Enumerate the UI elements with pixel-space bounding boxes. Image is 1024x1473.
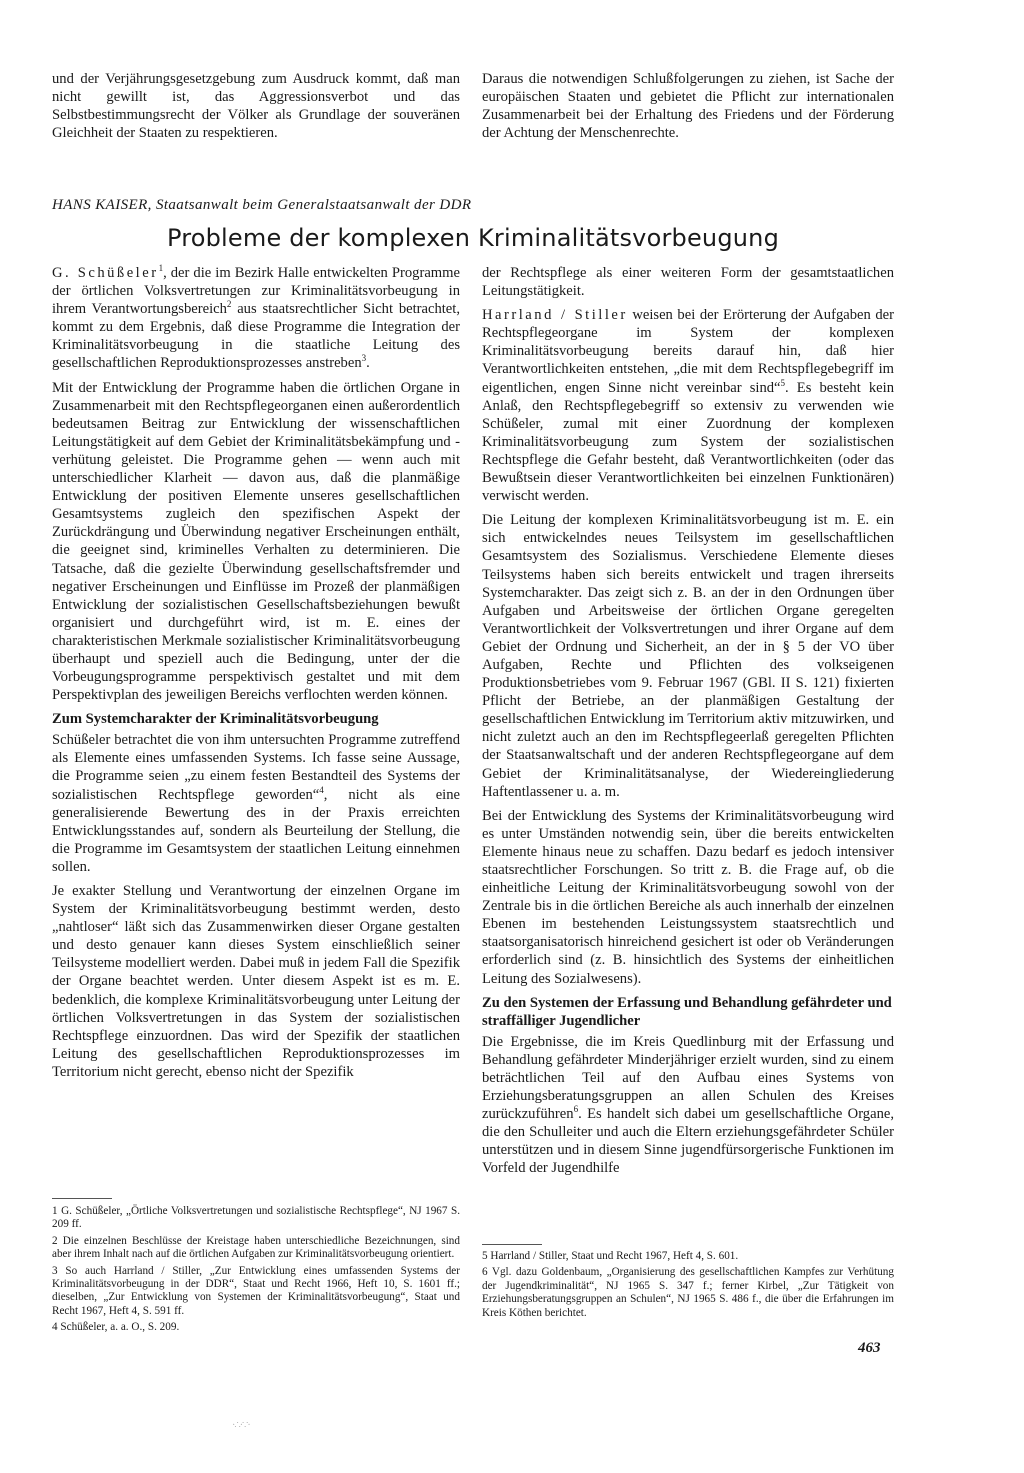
- right-paragraph-2-text-a: weisen bei der Erörterung der Aufgaben der Rechtspflegeorgane im System der komplexen Kriminalitätsvorbeugung bereits darauf hin, daß hier Verantwortlichkeiten entstehen, „die mit dem Rechtspflegebegriff im eigentlichen, engen Sinne nicht vereinbar sind“: [482, 307, 894, 396]
- author-name-harrland-stiller: Harrland / Stiller: [482, 307, 628, 324]
- footnote-5: 5 Harrland / Stiller, Staat und Recht 1967, Heft 4, S. 601.: [482, 1250, 739, 1262]
- footnotes-right: [482, 1250, 894, 1323]
- footnote-divider-left: [52, 1198, 112, 1199]
- right-paragraph-3: Die Leitung der komplexen Kriminalitätsvorbeugung ist m. E. ein sich entwickelndes neues Teilsystem im gesellschaftlichen Gesamtsystem des Sozialismus. Verschiedene Elemente dieses Teilsystems haben sich bereits entwickelt und tragen ihrerseits Systemcharakter. Das zeigt sich z. B. an der in den Ordnungen über Aufgaben und Arbeitsweise der örtlichen Organe geregelten Verantwortlichkeit der Volksvertretungen und ihrer Organe auf dem Gebiet der Ordnung und Sicherheit, an der in § 5 der VO über Aufgaben, Rechte und Pflichten des volkseigenen Produktionsbetriebes vom 9. Februar 1967 (GBl. II S. 121) fixierten Pflicht der Betriebe, an der planmäßigen Gestaltung der gesellschaftlichen Entwicklung im Territorium aktiv mitzuwirken, und nicht zuletzt auch an den im Rechtspflegeerlaß geregelten Pflichten der Staatsanwaltschaft und der anderen Rechtspflegeorgane auf dem Gebiet der Kriminalitätsanalyse, der Wiedereingliederung Haftentlassener u. a. m.: [482, 512, 894, 800]
- left-paragraph-1-text-a: , der die im Bezirk Halle entwickelten Programme der örtlichen Volksvertretungen zur Kriminalitätsvorbeugung in ihrem Verantwortungsbereich: [52, 265, 460, 318]
- top-right-paragraph: Daraus die notwendigen Schlußfolgerungen zu ziehen, ist Sache der europäischen Staaten und gebietet die Pflicht zur internationalen Zusammenarbeit bei der Erhaltung des Friedens und der Förderung der Achtung der Menschenrechte.: [482, 71, 894, 142]
- article-byline: HANS KAISER, Staatsanwalt beim Generalstaatsanwalt der DDR: [52, 197, 472, 213]
- footnote-ref-5: 5: [780, 377, 786, 388]
- section-heading-systemcharakter: Zum Systemcharakter der Kriminalitätsvorbeugung: [52, 711, 379, 728]
- right-paragraph-5-text-b: . Es handelt sich dabei um gesellschaftliche Organe, die den Schulleiter und auch die Eltern erziehungsgefährdeter Schüler unterstützen und in diesem Sinne jugendfürsorgerische Funktionen im Vorfeld der Jugendhilfe: [482, 1106, 894, 1177]
- left-paragraph-2: Mit der Entwicklung der Programme haben die örtlichen Organe in Zusammenarbeit mit den Rechtspflegeorganen einen außerordentlich bedeutsamen Beitrag zur Entwicklung der wissenschaftlichen Leitungstätigkeit auf dem Gebiet der Kriminalitätsbekämpfung und -verhütung geleistet. Die Programme gehen — wenn auch mit unterschiedlicher Klarheit — davon aus, daß die planmäßige Entwicklung der positiven Elemente unseres gesellschaftlichen Gesamtsystems zugleich den spezifischen Aspekt der Zurückdrängung und Überwindung negativer Erscheinungen enthält, die geeignet sind, kriminelles Verhalten zu determinieren. Die Tatsache, daß die gezielte Überwindung gesellschaftsfremder und negativer Erscheinungen und Einflüsse im Prozeß der planmäßigen Entwicklung der sozialistischen Gesellschaftsbeziehungen bewußt organisiert und durchgeführt wird, ist m. E. eines der charakteristischen Merkmale sozialistischer Kriminalitätsvorbeugung überhaupt und speziell auch die Bedingung, unter der die Vorbeugungsprogramme perspektivisch gestaltet und mit dem Perspektivplan des jeweiligen Bereichs verflochten werden können.: [52, 379, 460, 704]
- top-left-paragraph: und der Verjährungsgesetzgebung zum Ausdruck kommt, daß man nicht gewillt ist, das Aggressionsverbot und das Selbstbestimmungsrecht der Völker als Grundlage der souveränen Gleichheit der Staaten zu respektieren.: [52, 71, 460, 142]
- section-heading-jugendliche: Zu den Systemen der Erfassung und Behandlung gefährdeter und straffälliger Jugendlicher: [482, 994, 892, 1029]
- right-paragraph-5-text-a: Die Ergebnisse, die im Kreis Quedlinburg mit der Erfassung und Behandlung gefährdeter Minderjähriger erzielt wurden, sind zu einem beträchtlichen Teil auf den Aufbau eines Systems von Erziehungsberatungsgruppen an allen Schulen des Kreises zurückzuführen: [482, 1033, 894, 1123]
- page-number: 463: [858, 1340, 881, 1356]
- article-title: Probleme der komplexen Kriminalitätsvorbeugung: [166, 224, 780, 252]
- left-paragraph-1-end: .: [366, 355, 370, 372]
- right-paragraph-1: der Rechtspflege als einer weiteren Form der gesamtstaatlichen Leitungstätigkeit.: [482, 265, 894, 300]
- footnote-ref-2: 2: [226, 299, 232, 310]
- footnote-2: 2 Die einzelnen Beschlüsse der Kreistage haben unterschiedliche Bezeichnungen, sind aber ihrem Inhalt nach auf die örtlichen Aufgaben zur Kriminalitätsvorbeugung orientiert.: [52, 1234, 460, 1261]
- footnote-ref-3: 3: [361, 353, 367, 364]
- footnote-ref-1: 1: [158, 263, 164, 274]
- footnote-ref-4: 4: [319, 784, 324, 795]
- left-paragraph-3-text-b: , nicht als eine generalisierende Bewertung des in der Praxis erreichten Entwicklungsstandes auf, sondern als Beurteilung der Stellung, die die Programme im Gesamtsystem der staatlichen Leitung einnehmen sollen.: [52, 786, 460, 875]
- scan-smudge-mark: ·∴·∵·: [232, 1420, 250, 1431]
- left-paragraph-3: [52, 731, 460, 876]
- top-right-column: [482, 70, 894, 147]
- footnote-divider-right: [482, 1244, 542, 1245]
- footnote-6: 6 Vgl. dazu Goldenbaum, „Organisierung des gesellschaftlichen Kampfes zur Verhütung der Jugendkriminalität“, NJ 1965 S. 347 f.; ferner Kirbel, „Zur Tätigkeit von Erziehungsberatungsgruppen an Schulen“, NJ 1965 S. 486 f., die über die Erfahrungen im Kreis Köthen berichtet.: [482, 1266, 894, 1319]
- footnote-4: 4 Schüßeler, a. a. O., S. 209.: [52, 1321, 180, 1334]
- footnote-ref-6: 6: [573, 1104, 579, 1115]
- right-paragraph-5: [482, 1033, 894, 1178]
- left-paragraph-1-text-b: aus staatsrechtlicher Sicht betrachtet, kommt zu dem Ergebnis, daß diese Programme die Integration der Kriminalitätsvorbeugung in die staatliche Leitung des gesellschaftlichen Reproduktionsprozesses anstreben: [52, 301, 460, 372]
- footnote-1: 1 G. Schüßeler, „Örtliche Volksvertretungen und sozialistische Rechtspflege“, NJ 1967 S. 209 ff.: [52, 1205, 460, 1231]
- footnote-3: 3 So auch Harrland / Stiller, „Zur Entwicklung eines umfassenden Systems der Kriminalitätsvorbeugung in der DDR“, Staat und Recht 1966, Heft 10, S. 1601 ff.; dieselben, „Zur Entwicklung von Systemen der Kriminalitätsvorbeugung“, Staat und Recht 1967, Heft 4, S. 591 ff.: [52, 1264, 460, 1317]
- footnotes-left: [52, 1205, 460, 1338]
- top-left-column: [52, 70, 460, 147]
- left-paragraph-3-text-a: Schüßeler betrachtet die von ihm untersuchten Programme zutreffend als Elemente eines umfassenden Systems. Ich fasse seine Aussage, die Programme seien „zu einem festen Bestandteil des Systems der sozialistischen Rechtspflege geworden“: [52, 732, 460, 803]
- article-left-column: [52, 264, 460, 1087]
- left-paragraph-4: Je exakter Stellung und Verantwortung der einzelnen Organe im System der Kriminalitätsvorbeugung bestimmt werden, desto „nahtloser“ läßt sich das Zusammenwirken dieser Organe gestalten und desto genauer kann dieses System einschließlich seiner Teilsysteme modelliert werden. Dabei muß in jedem Fall die Spezifik der Organe beachtet werden. Unter diesem Aspekt ist es m. E. bedenklich, die komplexe Kriminalitätsvorbeugung unter Leitung der örtlichen Volksvertretungen in das System der sozialistischen Rechtspflege einzuordnen. Das wird der Spezifik der staatlichen Leitung des gesellschaftlichen Reproduktionsprozesses im Territorium nicht gerecht, ebenso nicht der Spezifik: [52, 883, 460, 1080]
- left-paragraph-1: [52, 264, 460, 373]
- author-name-schuesseler: G. Schüßeler: [52, 265, 159, 281]
- right-paragraph-2: [482, 306, 894, 505]
- right-paragraph-4: Bei der Entwicklung des Systems der Kriminalitätsvorbeugung wird es unter Umständen notwendig sein, über die bereits entwickelten Elemente hinaus neue zu schaffen. Dazu bedarf es jedoch intensiver staatsrechtlicher Forschungen. So tritt z. B. die Frage auf, ob die einheitliche Leitung der Kriminalitätsvorbeugung sowohl von der Zentrale bis in die örtlichen Bereiche als auch innerhalb der einzelnen Ebenen im bestehenden Leistungssystem staatsrechtlich und staatsorganisatorisch hinreichend gesichert ist oder ob Veränderungen erforderlich sind (z. B. hinsichtlich des Systems der einheitlichen Leitung des Sozialwesens).: [482, 807, 894, 987]
- article-right-column: [482, 264, 894, 1183]
- right-paragraph-2-text-b: . Es besteht kein Anlaß, den Rechtspflegebegriff so extensiv zu verwenden wie Schüßeler, zumal mit einer Zuordnung der komplexen Kriminalitätsvorbeugung zum System der sozialistischen Rechtspflege die Gefahr besteht, daß Verantwortlichkeiten (oder das Bewußtsein dieser Verantwortlichkeiten bei einzelnen Funktionären) verwischt werden.: [482, 379, 894, 505]
